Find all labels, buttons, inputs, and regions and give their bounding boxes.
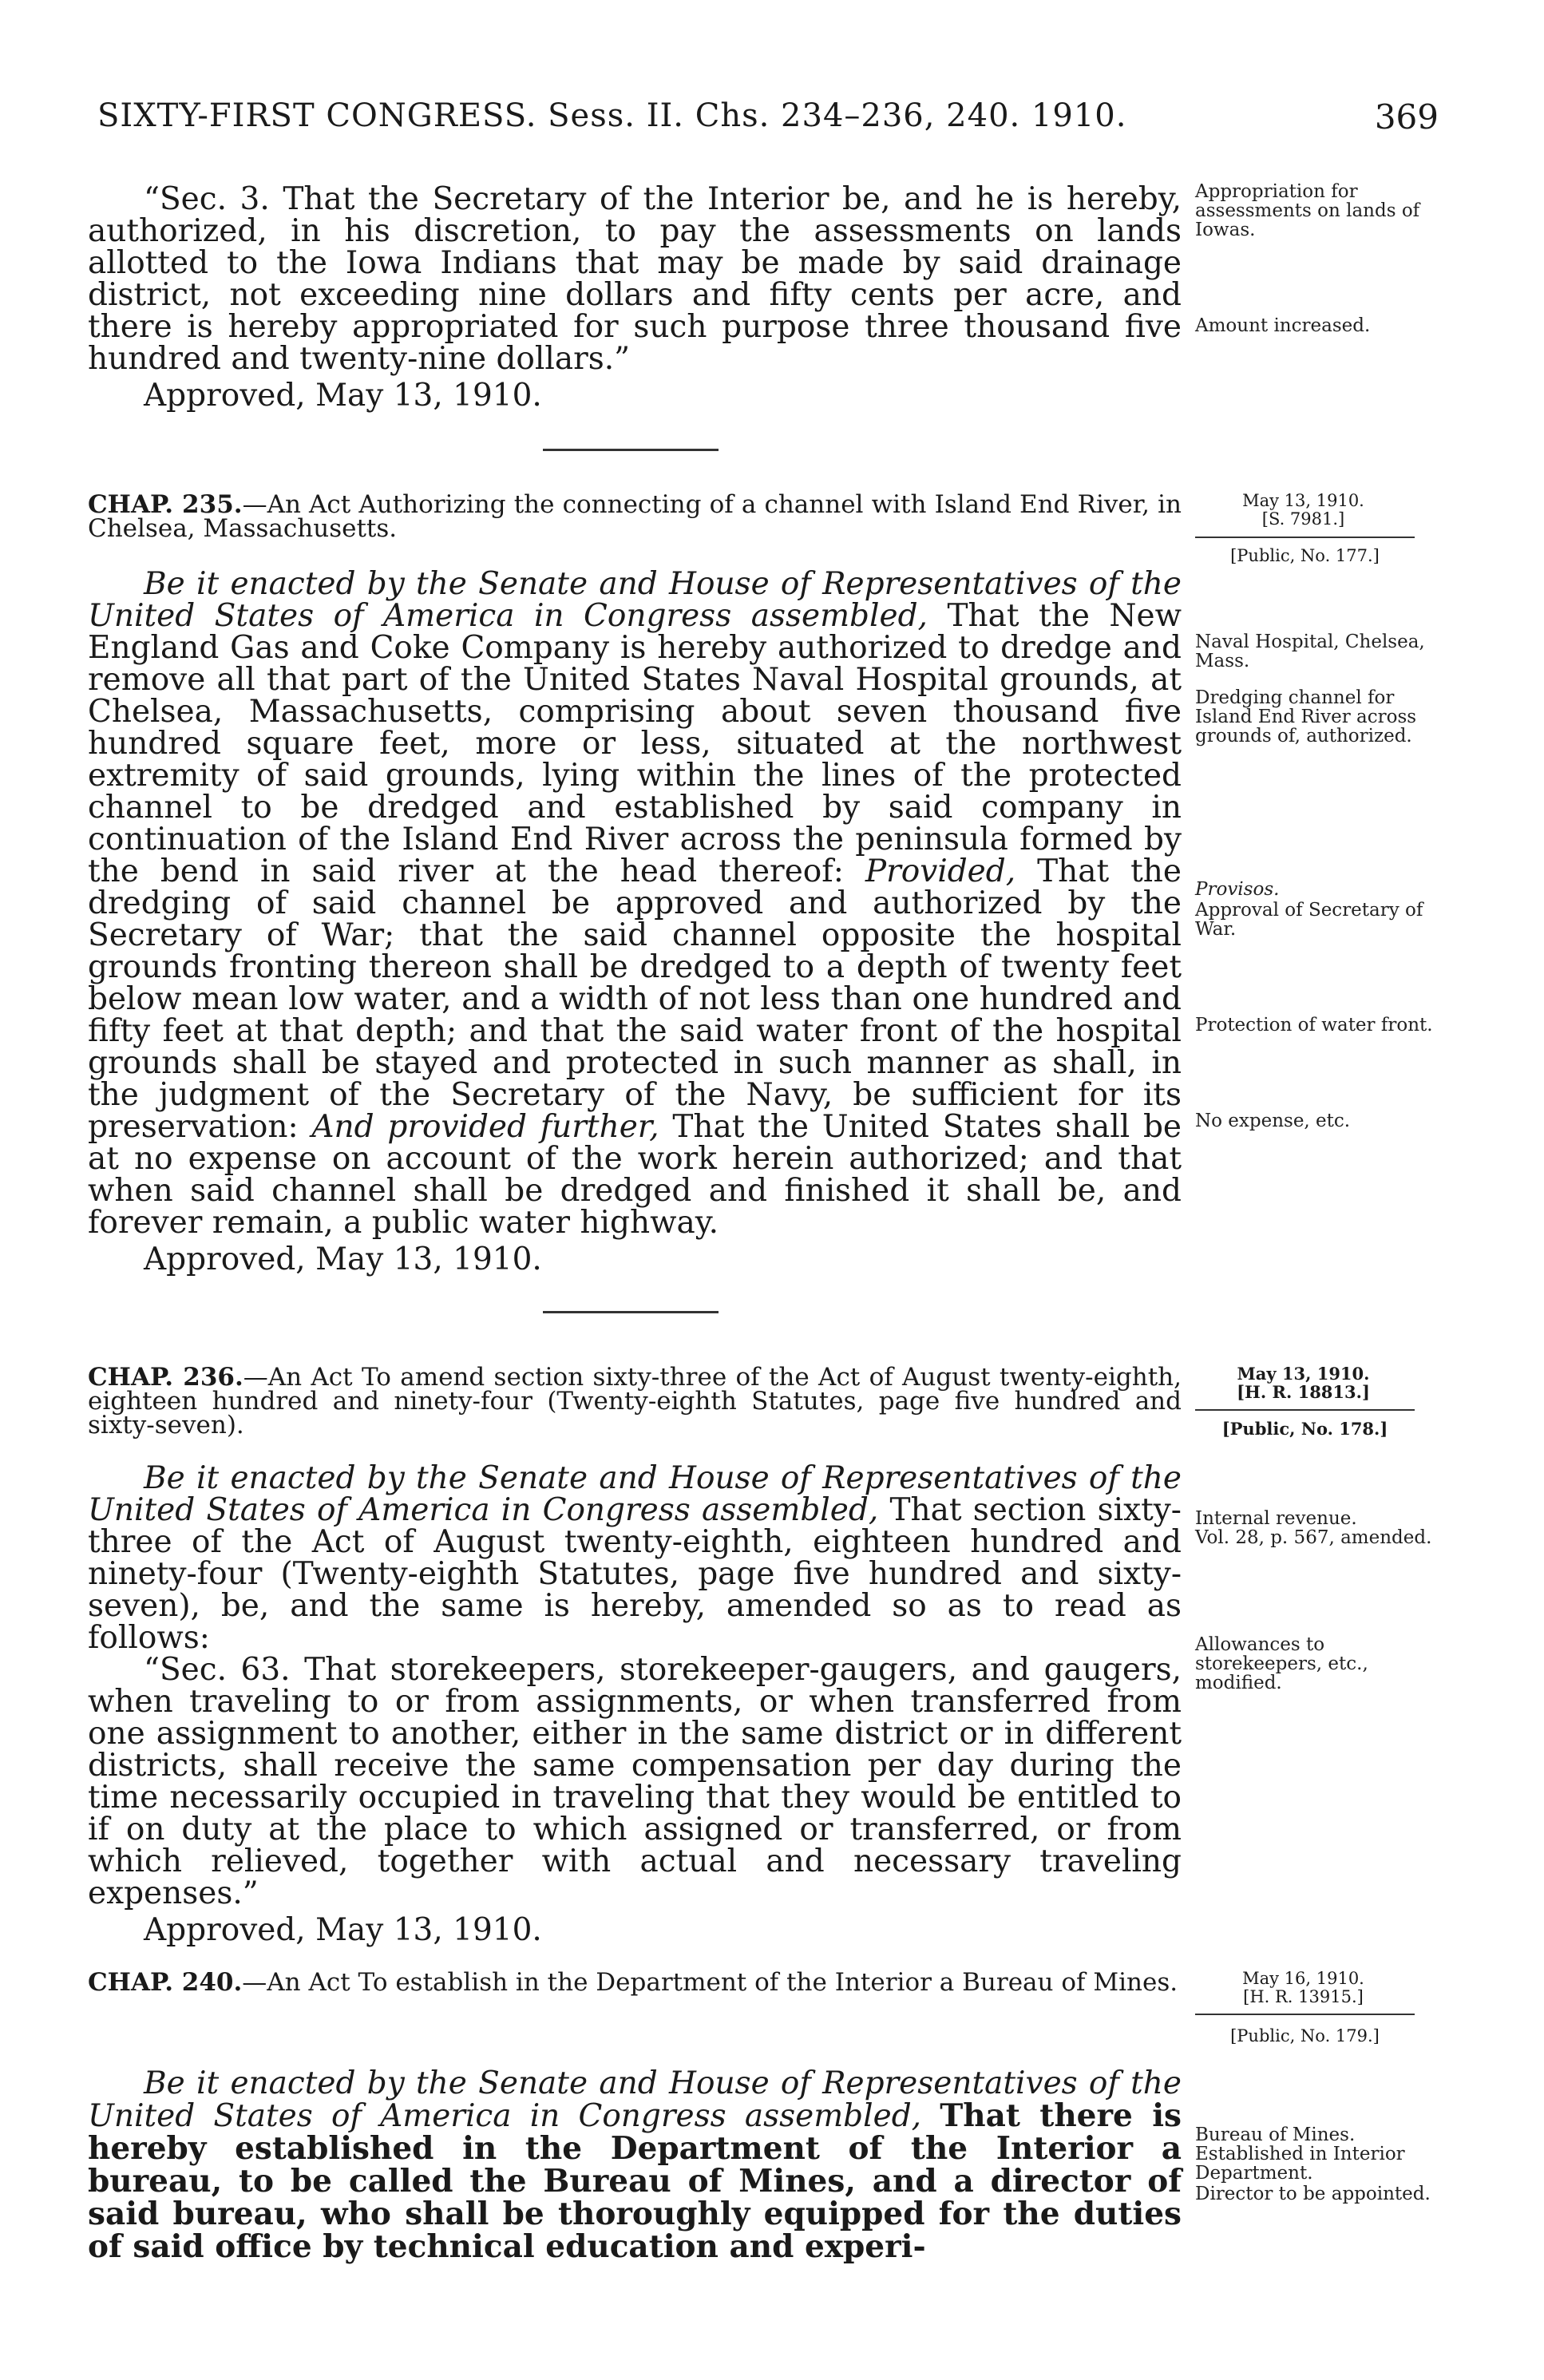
chapter-235-enacting-clause: Be it enacted by the Senate and House of Representatives of the United States of America in Congress assembled, bbox=[88, 566, 1182, 634]
chapter-235-number: CHAP. 235. bbox=[88, 490, 243, 519]
section-3-margin-note-2: Amount increased. bbox=[1195, 315, 1371, 336]
chapter-236-margin-note-3: Allowances to storekeepers, etc., modified. bbox=[1195, 1634, 1368, 1693]
chapter-235-body-2: That the dredging of said channel be approved and authorized by the Secretary of War; that the said channel opposite the hospital grounds fronting thereon shall be dredged to a depth of twenty feet below mean low water, and a width of not less than one hundred and fifty feet at that depth; and that the said water front of the hospital grounds shall be stayed and protected in such manner as shall, in the judgment of the Secretary of the Navy, be sufficient for its preservation: bbox=[88, 853, 1182, 1145]
chapter-236-section-63: “Sec. 63. That storekeepers, storekeeper-gaugers, and gaugers, when traveling to or from assignments, or when transferred from one assignment to another, either in the same district or in different districts, shall receive the same compensation per day during the time necessarily occupied in traveling that they would be entitled to if on duty at the place to which assigned or transferred, or from which relieved, together with actual and necessary traveling expenses.” bbox=[88, 1652, 1182, 1911]
chapter-236-heading bbox=[88, 1365, 1182, 1437]
section-3-approved: Approved, May 13, 1910. bbox=[144, 378, 542, 414]
chapter-235-body-1: That the New England Gas and Coke Company is hereby authorized to dredge and remove all that part of the United States Naval Hospital grounds, at Chelsea, Massachusetts, comprising about seven thousand five hundred square feet, more or less, situated at the northwest extremity of said grounds, lying within the lines of the protected channel to be dredged and established by said company in continuation of the Island End River across the peninsula formed by the bend in said river at the head thereof: bbox=[88, 598, 1182, 889]
chapter-240-margin-note-1: Bureau of Mines. bbox=[1195, 2125, 1356, 2145]
chapter-240-body bbox=[88, 2065, 1182, 2265]
chapter-235-margin-note-5: Protection of water front. bbox=[1195, 1015, 1433, 1036]
chapter-235-margin-note-6: No expense, etc. bbox=[1195, 1111, 1351, 1131]
section-3 bbox=[88, 181, 1182, 414]
chapter-235-approved: Approved, May 13, 1910. bbox=[144, 1241, 542, 1277]
chapter-236-bill: [H. R. 18813.] bbox=[1237, 1382, 1370, 1402]
chapter-236-title: —An Act To amend section sixty-three of the Act of August twenty-eighth, eighteen hundred and ninety-four (Twenty-eighth Statutes, page five hundred and sixty-seven). bbox=[88, 1363, 1182, 1439]
divider bbox=[543, 1311, 719, 1313]
margin-divider bbox=[1195, 2014, 1415, 2015]
chapter-240-public-law: [Public, No. 179.] bbox=[1230, 2026, 1380, 2045]
margin-divider bbox=[1195, 537, 1415, 538]
margin-divider bbox=[1195, 1409, 1415, 1411]
chapter-235-proviso-further: And provided further, bbox=[311, 1109, 659, 1145]
chapter-236-number: CHAP. 236. bbox=[88, 1363, 243, 1392]
chapter-235-public-law: [Public, No. 177.] bbox=[1230, 546, 1380, 565]
chapter-236-margin-note-1: Internal revenue. bbox=[1195, 1508, 1357, 1529]
section-3-text: “Sec. 3. That the Secretary of the Interior be, and he is hereby, authorized, in his discretion, to pay the assessments on lands allotted to the Iowa Indians that may be made by said drainage district, not exceeding nine dollars and fifty cents per acre, and there is hereby appropriated for such purpose three thousand five hundred and twenty-nine dollars.” bbox=[88, 181, 1182, 377]
chapter-240-heading bbox=[88, 1968, 1182, 1997]
chapter-236-enacting-clause: Be it enacted by the Senate and House of Representatives of the United States of America in Congress assembled, bbox=[88, 1460, 1182, 1528]
chapter-240-title: —An Act To establish in the Department of the Interior a Bureau of Mines. bbox=[242, 1968, 1178, 1997]
chapter-240-date: May 16, 1910. bbox=[1242, 1969, 1364, 1988]
chapter-240-number: CHAP. 240. bbox=[88, 1968, 243, 1997]
chapter-236-margin-note-2: Vol. 28, p. 567, amended. bbox=[1195, 1527, 1432, 1548]
chapter-240-body-text: That there is hereby established in the Department of the Interior a bureau, to be called the Bureau of Mines, and a director of said bureau, who shall be thoroughly equipped for the duties of said office by technical education and experi- bbox=[88, 2097, 1182, 2265]
chapter-240-margin-note-2: Established in Interior Department. bbox=[1195, 2144, 1405, 2184]
chapter-235-proviso: Provided, bbox=[865, 853, 1016, 889]
chapter-236-body-text: That section sixty-three of the Act of August twenty-eighth, eighteen hundred and ninety-four (Twenty-eighth Statutes, page five hundred and sixty-seven), be, and the same is hereby, amended so as to read as follows: bbox=[88, 1492, 1182, 1656]
chapter-235-body bbox=[88, 568, 1182, 1276]
chapter-236-approved: Approved, May 13, 1910. bbox=[144, 1912, 542, 1948]
running-header bbox=[97, 97, 1439, 145]
chapter-240-bill: [H. R. 13915.] bbox=[1243, 1987, 1364, 2006]
chapter-235-bill: [S. 7981.] bbox=[1261, 509, 1345, 529]
chapter-236-date: May 13, 1910. bbox=[1237, 1364, 1370, 1384]
section-3-margin-note-1: Appropriation for assessments on lands of Iowas. bbox=[1195, 181, 1420, 240]
chapter-236-body bbox=[88, 1460, 1182, 1948]
chapter-235-title: —An Act Authorizing the connecting of a channel with Island End River, in Chelsea, Massachusetts. bbox=[88, 490, 1182, 543]
divider bbox=[543, 449, 719, 451]
chapter-235-margin-note-3: Provisos. bbox=[1195, 879, 1280, 900]
chapter-240-margin-note-3: Director to be appointed. bbox=[1195, 2184, 1431, 2204]
chapter-235-date: May 13, 1910. bbox=[1242, 491, 1364, 510]
running-title: SIXTY-FIRST CONGRESS. Sess. II. Chs. 234–236, 240. 1910. bbox=[97, 97, 1127, 134]
chapter-235-heading bbox=[88, 490, 1182, 543]
chapter-235-margin-note-1: Naval Hospital, Chelsea, Mass. bbox=[1195, 632, 1425, 671]
chapter-236-public-law: [Public, No. 178.] bbox=[1221, 1419, 1388, 1439]
chapter-235-margin-note-4: Approval of Secretary of War. bbox=[1195, 900, 1423, 940]
page-number: 369 bbox=[1374, 97, 1439, 137]
chapter-235-body-3: That the United States shall be at no expense on account of the work herein authorized; and that when said channel shall be dredged and finished it shall be, and forever remain, a public water highway. bbox=[88, 1109, 1182, 1241]
chapter-240-enacting-clause: Be it enacted by the Senate and House of Representatives of the United States of America in Congress assembled, bbox=[88, 2065, 1182, 2134]
chapter-235-margin-note-2: Dredging channel for Island End River across grounds of, authorized. bbox=[1195, 687, 1417, 746]
